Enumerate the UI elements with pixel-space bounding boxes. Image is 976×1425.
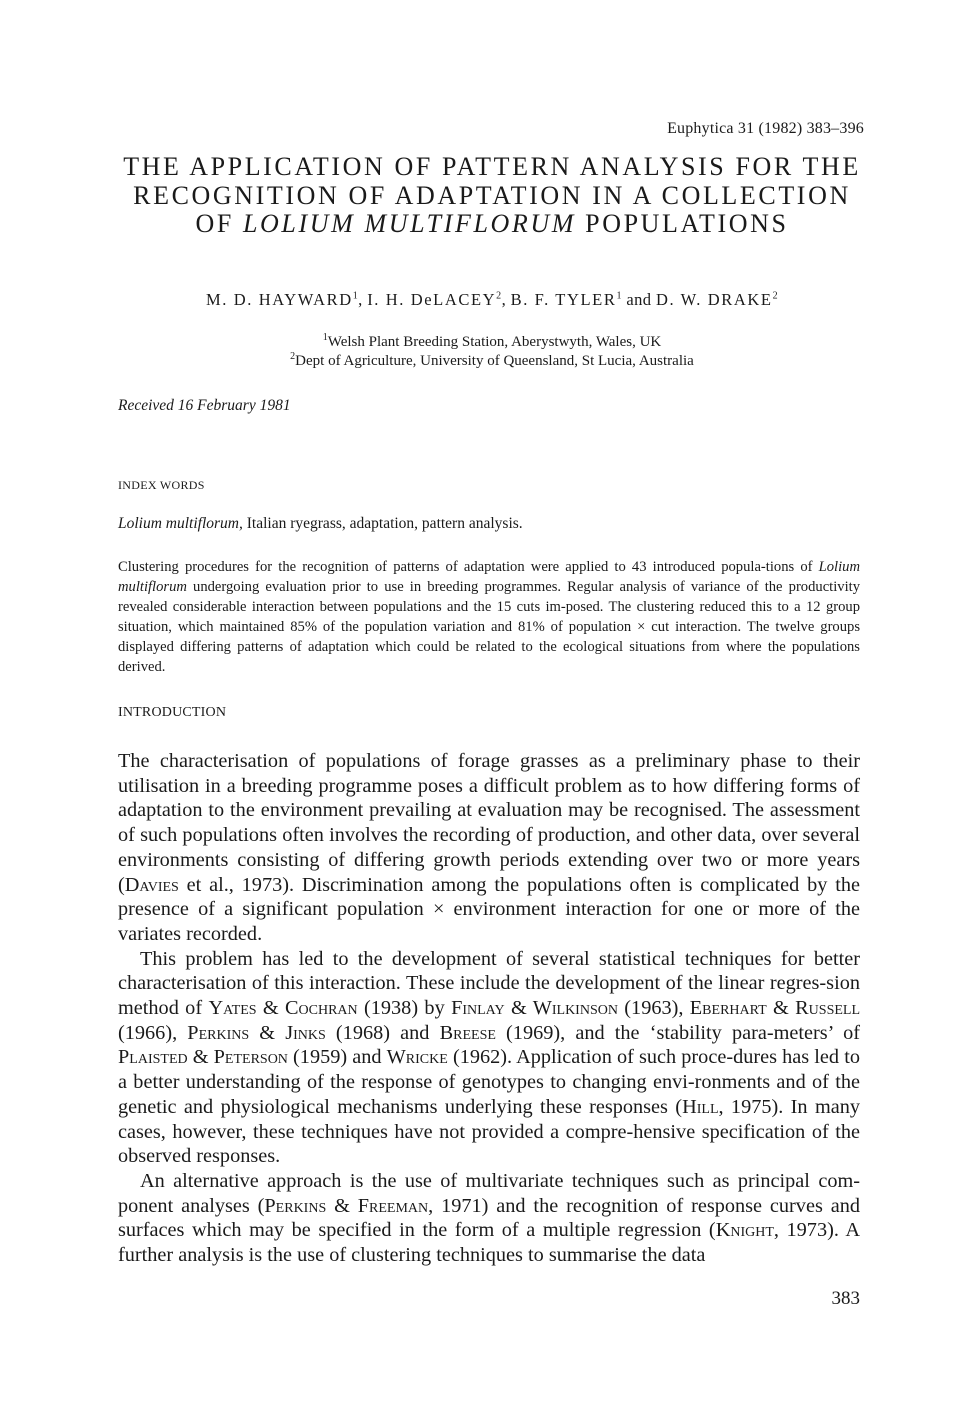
paragraph-2: This problem has led to the development of several statistical techniques for better characterisation of this interaction. These include the development of the linear regres-sion method of Yates & Cochran (1938) by Finlay & Wilkinson (1963), Eberhart & Russell (1966), Perkins & Jinks (1968) and Breese (1969), and the ‘stability para-meters’ of Plaisted & Peterson (1959) and Wricke (1962). Application of such proce-dures has led to a better understanding of the response of genotypes to changing envi-ronments and of the genetic and physiological mechanisms underlying these responses (Hill, 1975). In many cases, however, these techniques have not provided a compre-hensive specification of the observed responses. [118, 947, 861, 1168]
author-list: M. D. HAYWARD$^1$, I. H. DeLACEY$^2$, B. F. TYLER$^1$ and D. W. DRAKE$^2$ [206, 290, 778, 309]
citation: Hill [682, 1095, 719, 1118]
author-3-sup: 1 [616, 290, 622, 302]
title-part-2: POPULATIONS [585, 209, 789, 238]
citation: Breese [439, 1021, 496, 1044]
index-words-rest: Italian ryegrass, adaptation, pattern analysis. [242, 515, 523, 532]
page-number: 383 [831, 1288, 860, 1309]
received-date: Received 16 February 1981 [118, 397, 291, 414]
citation: Wricke [386, 1046, 448, 1069]
citation: Perkins & Freeman [264, 1194, 429, 1217]
citation: Davies [124, 873, 179, 896]
title-species: LOLIUM MULTIFLORUM [243, 209, 577, 238]
abstract-species: Lolium multiflorum [118, 559, 860, 596]
index-words-species: Lolium multiflorum, [118, 515, 243, 532]
citation: Knight [715, 1219, 774, 1242]
index-words [118, 515, 523, 533]
journal-reference: Euphytica 31 (1982) 383–396 [667, 120, 864, 137]
citation: Yates & Cochran [208, 997, 358, 1020]
author-conjunction: and [626, 290, 652, 309]
author-2: I. H. DeLACEY [367, 290, 497, 309]
author-4-sup: 2 [772, 290, 778, 302]
index-words-heading: INDEX WORDS [118, 478, 205, 492]
introduction-heading: INTRODUCTION [118, 705, 227, 720]
author-3: B. F. TYLER [510, 290, 617, 309]
paragraph-1: The characterisation of populations of forage grasses as a preliminary phase to their utilisation in a breeding programme poses a difficult problem as to how differing forms of adaptation to the environment prevailing at evaluation may be recognised. The assessment of such populations often involves the recording of production, and other data, over several environments consisting of differing growth periods extending over two or more years (Davies et al., 1973). Discrimination among the populations often is complicated by the presence of a significant population × environment interaction for one or more of the variates recorded. [118, 750, 860, 945]
author-2-sup: 2 [496, 290, 502, 302]
paper-title [118, 153, 866, 239]
affiliation-1: $^1$Welsh Plant Breeding Station, Aberystwyth, Wales, UK [322, 332, 662, 350]
citation: Plaisted & Peterson [118, 1046, 288, 1069]
abstract: Clustering procedures for the recognition of patterns of adaptation were applied to 43 introduced popula-tions of Lolium multiflorum undergoing evaluation prior to use in breeding programmes. Regular analysis of variance of the productivity revealed considerable interaction between populations and the 15 cuts im-posed. The clustering reduced this to a 12 group situation, which maintained 85% of the population variation and 81% of population × cut interaction. The twelve groups displayed differing patterns of adaptation which could be related to the ecological situations from where the populations derived. [118, 559, 860, 676]
author-1: M. D. HAYWARD [206, 290, 353, 309]
author-4: D. W. DRAKE [655, 290, 773, 309]
citation: Finlay & Wilkinson [451, 997, 618, 1020]
affiliations [118, 333, 866, 371]
introduction-body [118, 749, 860, 1268]
title-part-1: THE APPLICATION OF PATTERN ANALYSIS FOR THE RECOGNITION OF ADAPTATION IN A COLLECTION OF [123, 152, 861, 238]
citation: Eberhart & Russell [689, 997, 861, 1020]
author-1-sup: 1 [352, 290, 359, 302]
affiliation-2: $^2$Dept of Agriculture, University of Queensland, St Lucia, Australia [290, 351, 694, 369]
citation: Perkins & Jinks [187, 1021, 326, 1044]
paragraph-3: An alternative approach is the use of multivariate techniques such as principal com-ponent analyses (Perkins & Freeman, 1971) and the recognition of response curves and surfaces which may be specified in the form of a multiple regression (Knight, 1973). A further analysis is the use of clustering techniques to summarise the data [118, 1169, 861, 1267]
